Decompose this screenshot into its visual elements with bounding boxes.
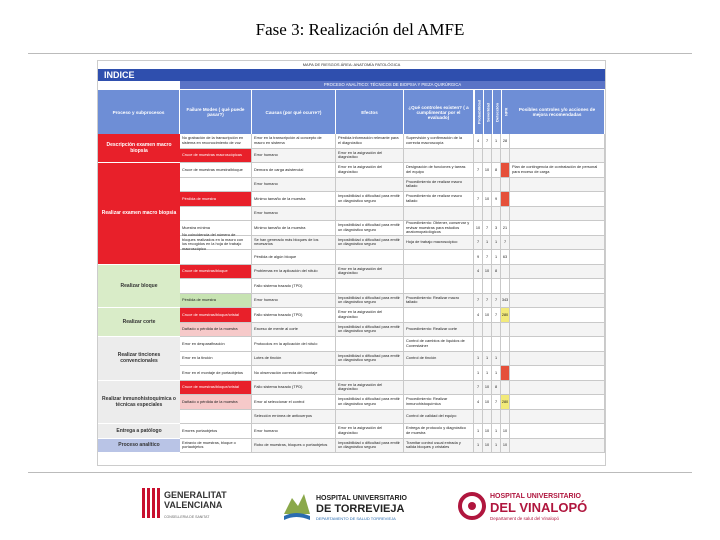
- table-cell-d: [492, 337, 501, 352]
- table-cell-s: 1: [483, 366, 492, 381]
- table-cell-rec: [510, 236, 605, 251]
- vinalopo-logo-line2: DEL VINALOPÓ: [490, 500, 588, 515]
- col-header-causes: Causas (por qué ocurre?): [252, 90, 336, 134]
- vinalopo-logo-line1: HOSPITAL UNIVERSITARIO: [490, 493, 582, 500]
- table-cell-rec: [510, 410, 605, 425]
- table-cell-rec: [510, 424, 605, 439]
- table-cell-failure: No grabación de la transcripción en sistema en reconocimiento de voz: [180, 134, 252, 149]
- table-cell-cause: Se han generado más bloques de los necesarios: [252, 236, 336, 251]
- table-cell-rec: [510, 294, 605, 309]
- process-block: Realizar inmunohistoquímica o técnicas especiales: [98, 381, 180, 425]
- table-cell-d: 1: [492, 134, 501, 149]
- table-cell-p: [474, 279, 483, 294]
- process-block: Realizar corte: [98, 308, 180, 337]
- table-cell-n: 63: [501, 250, 510, 265]
- col-header-probability: Probabilidad: [474, 90, 483, 134]
- sheet-title: MAPA DE RIESGOS ÁREA: ANATOMÍA PATOLÓGICA: [302, 62, 401, 67]
- table-cell-d: [492, 410, 501, 425]
- gva-logo-line1: GENERALITAT: [164, 490, 227, 500]
- torrevieja-logo-line1: HOSPITAL UNIVERSITARIO: [316, 495, 408, 502]
- hospital-torrevieja-logo: [282, 486, 432, 530]
- table-cell-d: 8: [492, 163, 501, 178]
- table-cell-effect: Error en la asignación del diagnóstico: [336, 308, 404, 323]
- table-cell-n: 343: [501, 294, 510, 309]
- table-cell-s: 7: [483, 134, 492, 149]
- table-cell-p: [474, 337, 483, 352]
- table-cell-cause: Demora de carga asistencial: [252, 163, 336, 178]
- table-cell-cause: Error humano: [252, 424, 336, 439]
- table-cell-n: [501, 163, 510, 178]
- table-cell-d: [492, 207, 501, 222]
- table-cell-failure: Dañado o pérdida de la muestra: [180, 323, 252, 338]
- gva-logo-line3: CONSELLERIA DE SANITAT: [164, 515, 210, 519]
- table-cell-effect: Imposibilidad o dificultad para emitir un diagnóstico seguro: [336, 395, 404, 410]
- table-cell-s: 10: [483, 395, 492, 410]
- table-cell-s: [483, 207, 492, 222]
- index-label: INDICE: [104, 70, 135, 80]
- table-cell-n: [501, 381, 510, 396]
- table-cell-cause: Problemas en la aplicación del rótulo: [252, 265, 336, 280]
- table-cell-cause: Mínimo tamaño de la muestra: [252, 221, 336, 236]
- table-cell-control: Control de cambios de líquidos de Coverstainer: [404, 337, 474, 352]
- table-cell-d: 3: [492, 221, 501, 236]
- table-cell-cause: Mínimo tamaño de la muestra: [252, 192, 336, 207]
- table-cell-s: 10: [483, 439, 492, 454]
- table-cell-control: [404, 279, 474, 294]
- table-cell-s: [483, 410, 492, 425]
- table-cell-cause: Error humano: [252, 149, 336, 164]
- col-header-controls: ¿Qué controles existen? ( a cumplimentar por el evaluado): [404, 90, 474, 134]
- table-cell-failure: Pérdida de muestra: [180, 294, 252, 309]
- table-cell-n: 10: [501, 439, 510, 454]
- table-cell-p: 10: [474, 221, 483, 236]
- table-cell-rec: [510, 149, 605, 164]
- table-cell-failure: Cruce de muestras/bloque/cristal: [180, 308, 252, 323]
- table-cell-p: 7: [474, 294, 483, 309]
- table-cell-n: 21: [501, 221, 510, 236]
- table-cell-effect: [336, 250, 404, 265]
- table-cell-effect: [336, 178, 404, 193]
- table-cell-s: [483, 337, 492, 352]
- table-cell-rec: [510, 279, 605, 294]
- table-cell-rec: [510, 192, 605, 207]
- table-cell-control: Control de calidad del equipo: [404, 410, 474, 425]
- table-cell-s: 7: [483, 250, 492, 265]
- table-cell-d: 8: [492, 381, 501, 396]
- table-cell-control: Procedimiento: Obtener, conservar y revisar muestras para estudios anatomopatológicos: [404, 221, 474, 236]
- table-cell-rec: [510, 308, 605, 323]
- table-cell-rec: [510, 221, 605, 236]
- table-cell-control: [404, 366, 474, 381]
- table-cell-effect: Imposibilidad o dificultad para emitir un diagnóstico seguro: [336, 221, 404, 236]
- table-cell-effect: Error en la asignación del diagnóstico: [336, 381, 404, 396]
- process-block: Descripción examen macro biopsia: [98, 134, 180, 163]
- table-cell-control: Procedimiento de realizar macro tallado: [404, 178, 474, 193]
- table-cell-d: 1: [492, 352, 501, 367]
- table-cell-cause: Fallo sistema trazado (TPD): [252, 381, 336, 396]
- table-cell-effect: Imposibilidad o dificultad para emitir un diagnóstico seguro: [336, 294, 404, 309]
- table-cell-failure: [180, 178, 252, 193]
- col-header-possible-controls: Posibles controles y/o acciones de mejora recomendadas: [510, 90, 605, 134]
- col-header-detection: Detección: [492, 90, 501, 134]
- table-cell-p: 7: [474, 163, 483, 178]
- table-cell-d: 1: [492, 250, 501, 265]
- table-cell-failure: Muestra mínima: [180, 221, 252, 236]
- table-cell-p: 9: [474, 250, 483, 265]
- table-cell-cause: No observación correcta del montaje: [252, 366, 336, 381]
- table-cell-p: 7: [474, 192, 483, 207]
- table-cell-p: 4: [474, 265, 483, 280]
- table-cell-cause: Pérdida de algún bloque: [252, 250, 336, 265]
- table-cell-effect: [336, 337, 404, 352]
- table-cell-effect: Imposibilidad o dificultad para emitir un diagnóstico seguro: [336, 323, 404, 338]
- col-header-effects: Efectos: [336, 90, 404, 134]
- table-cell-s: 10: [483, 424, 492, 439]
- table-cell-cause: Error humano: [252, 178, 336, 193]
- torrevieja-logo-line3: DEPARTAMENTO DE SALUD TORREVIEJA: [316, 516, 396, 521]
- table-cell-rec: [510, 366, 605, 381]
- table-cell-control: Designación de funciones y tareas del equipo: [404, 163, 474, 178]
- table-cell-d: 1: [492, 424, 501, 439]
- table-cell-s: [483, 178, 492, 193]
- table-cell-s: 1: [483, 352, 492, 367]
- table-cell-rec: [510, 207, 605, 222]
- table-cell-control: Supervisión y confirmación de la correcta macroscopía: [404, 134, 474, 149]
- table-cell-p: [474, 207, 483, 222]
- table-cell-s: 10: [483, 265, 492, 280]
- table-cell-effect: Error en la asignación del diagnóstico: [336, 149, 404, 164]
- table-cell-s: 10: [483, 308, 492, 323]
- table-cell-failure: [180, 250, 252, 265]
- table-cell-d: [492, 323, 501, 338]
- table-cell-effect: [336, 410, 404, 425]
- table-cell-rec: [510, 250, 605, 265]
- table-cell-n: 28: [501, 134, 510, 149]
- process-block: Realizar bloque: [98, 265, 180, 309]
- table-cell-failure: Error en la tinción: [180, 352, 252, 367]
- table-cell-p: 4: [474, 134, 483, 149]
- table-cell-d: 1: [492, 366, 501, 381]
- torrevieja-logo-line2: DE TORREVIEJA: [316, 503, 405, 515]
- table-cell-p: [474, 410, 483, 425]
- table-cell-failure: Errores portaobjetos: [180, 424, 252, 439]
- gva-logo-line2: VALENCIANA: [164, 500, 223, 510]
- col-header-severity: Severidad: [483, 90, 492, 134]
- table-cell-cause: Error humano: [252, 207, 336, 222]
- table-cell-p: [474, 178, 483, 193]
- table-cell-n: [501, 192, 510, 207]
- process-block: Realizar tinciones convencionales: [98, 337, 180, 381]
- table-cell-p: 1: [474, 439, 483, 454]
- table-cell-s: [483, 279, 492, 294]
- table-cell-rec: [510, 381, 605, 396]
- table-cell-control: [404, 207, 474, 222]
- table-cell-effect: Imposibilidad o dificultad para emitir un diagnóstico seguro: [336, 439, 404, 454]
- process-block: Realizar examen macro biopsia: [98, 163, 180, 265]
- table-cell-p: 1: [474, 352, 483, 367]
- table-cell-control: Procedimiento: Realizar inmunohistoquímica: [404, 395, 474, 410]
- table-cell-effect: Imposibilidad o dificultad para emitir un diagnóstico seguro: [336, 352, 404, 367]
- table-cell-control: Control de tinción: [404, 352, 474, 367]
- table-cell-control: Procedimiento de realizar macro tallado: [404, 192, 474, 207]
- table-cell-n: [501, 366, 510, 381]
- table-cell-cause: Exceso de mente al corte: [252, 323, 336, 338]
- table-cell-n: [501, 352, 510, 367]
- table-cell-failure: Cruce de muestras muestra/bloque: [180, 163, 252, 178]
- table-cell-n: [501, 337, 510, 352]
- table-cell-effect: Error en la asignación del diagnóstico: [336, 163, 404, 178]
- table-cell-p: 7: [474, 236, 483, 251]
- slide-title: Fase 3: Realización del AMFE: [255, 20, 465, 39]
- bottom-divider: [28, 472, 692, 473]
- table-cell-rec: [510, 265, 605, 280]
- table-cell-effect: [336, 207, 404, 222]
- table-cell-rec: [510, 395, 605, 410]
- hospital-vinalopo-logo: [458, 486, 598, 530]
- table-cell-effect: Imposibilidad o dificultad para emitir un diagnóstico seguro: [336, 236, 404, 251]
- table-cell-effect: [336, 366, 404, 381]
- table-cell-n: 280: [501, 395, 510, 410]
- table-cell-p: [474, 323, 483, 338]
- table-cell-s: 10: [483, 192, 492, 207]
- table-cell-effect: [336, 279, 404, 294]
- table-cell-control: [404, 149, 474, 164]
- table-cell-s: 10: [483, 163, 492, 178]
- table-cell-cause: Fallo sistema trazado (TPD): [252, 279, 336, 294]
- table-cell-d: [492, 149, 501, 164]
- process-block: Entrega a patólogo: [98, 424, 180, 439]
- table-cell-n: [501, 149, 510, 164]
- table-cell-p: 4: [474, 308, 483, 323]
- table-cell-failure: Error en el montaje de portaobjetos: [180, 366, 252, 381]
- table-cell-cause: Lotes de tinción: [252, 352, 336, 367]
- table-cell-n: [501, 279, 510, 294]
- table-cell-cause: Error en la transcripción al concepto de macro en sistema: [252, 134, 336, 149]
- table-cell-failure: No coincidencia del número de bloques realizados en la macro con los recogidos en la hoja de trabajo macroscópico: [180, 236, 252, 251]
- table-cell-rec: [510, 352, 605, 367]
- table-cell-d: 7: [492, 308, 501, 323]
- table-cell-control: Tramitar control usual entrada y salida bloques y cristales: [404, 439, 474, 454]
- index-bar: [98, 69, 605, 81]
- process-block: Proceso analítico: [98, 439, 180, 454]
- table-cell-cause: Error humano: [252, 294, 336, 309]
- table-cell-failure: Dañado o pérdida de la muestra: [180, 395, 252, 410]
- top-divider: [28, 53, 692, 54]
- table-cell-n: 280: [501, 308, 510, 323]
- table-cell-s: 10: [483, 381, 492, 396]
- generalitat-valenciana-logo: [140, 486, 227, 530]
- table-cell-failure: [180, 410, 252, 425]
- table-cell-rec: [510, 337, 605, 352]
- table-cell-control: [404, 381, 474, 396]
- table-cell-d: 1: [492, 236, 501, 251]
- table-cell-cause: Fallo sistema trazado (TPD): [252, 308, 336, 323]
- col-header-npr: NPR: [501, 90, 510, 134]
- table-cell-failure: Error en desparafinación: [180, 337, 252, 352]
- table-cell-p: 7: [474, 381, 483, 396]
- table-cell-n: [501, 265, 510, 280]
- table-cell-control: [404, 250, 474, 265]
- col-header-process: Proceso y subprocesos: [98, 90, 180, 134]
- table-cell-d: 8: [492, 265, 501, 280]
- table-cell-d: [492, 279, 501, 294]
- table-cell-s: 1: [483, 236, 492, 251]
- table-cell-n: 7: [501, 236, 510, 251]
- table-cell-control: Hoja de trabajo macroscópico: [404, 236, 474, 251]
- table-cell-s: [483, 149, 492, 164]
- table-cell-d: 7: [492, 395, 501, 410]
- table-cell-control: Entrega de protocolo y diagnóstico de muestra: [404, 424, 474, 439]
- table-cell-p: 1: [474, 424, 483, 439]
- table-cell-cause: Error al seleccionar el control: [252, 395, 336, 410]
- table-cell-failure: Cruce de muestras macroscópicas: [180, 149, 252, 164]
- table-cell-effect: Pérdida información relevante para el diagnóstico: [336, 134, 404, 149]
- table-cell-d: 7: [492, 294, 501, 309]
- table-cell-effect: Imposibilidad o dificultad para emitir un diagnóstico seguro: [336, 192, 404, 207]
- amfe-table: [98, 90, 605, 466]
- col-header-failure: Failure Modes ( qué puede pasar?): [180, 90, 252, 134]
- table-cell-control: [404, 308, 474, 323]
- table-cell-rec: [510, 178, 605, 193]
- table-cell-control: Procedimiento: Realizar macro tallado: [404, 294, 474, 309]
- table-cell-s: 7: [483, 221, 492, 236]
- vinalopo-logo-line3: Departament de salut del Vinalopó: [490, 516, 559, 521]
- table-cell-s: 7: [483, 294, 492, 309]
- table-cell-cause: Robo de muestras, bloques o portaobjetos: [252, 439, 336, 454]
- table-cell-s: [483, 323, 492, 338]
- process-subheader: PROCESO ANALÍTICO: TÉCNICOS DE BIOPSIA Y PIEZA QUIRÚRGICA: [180, 81, 605, 89]
- table-cell-n: [501, 207, 510, 222]
- table-cell-n: [501, 410, 510, 425]
- table-cell-effect: Error en la asignación del diagnóstico: [336, 265, 404, 280]
- table-cell-n: [501, 323, 510, 338]
- table-cell-p: [474, 149, 483, 164]
- table-cell-failure: Pérdida de muestra: [180, 192, 252, 207]
- table-cell-control: [404, 265, 474, 280]
- table-cell-d: 9: [492, 192, 501, 207]
- table-cell-p: 1: [474, 366, 483, 381]
- table-cell-effect: Error en la asignación del diagnóstico: [336, 424, 404, 439]
- table-cell-p: 4: [474, 395, 483, 410]
- table-cell-d: [492, 178, 501, 193]
- table-cell-rec: [510, 134, 605, 149]
- table-cell-failure: [180, 279, 252, 294]
- table-cell-n: [501, 178, 510, 193]
- table-cell-control: Procedimiento: Realizar corte: [404, 323, 474, 338]
- table-cell-n: 10: [501, 424, 510, 439]
- table-cell-failure: Cruce de muestras/bloque/cristal: [180, 381, 252, 396]
- table-cell-rec: [510, 323, 605, 338]
- amfe-risk-map-sheet: [97, 60, 606, 466]
- table-cell-d: 1: [492, 439, 501, 454]
- table-cell-failure: [180, 207, 252, 222]
- table-cell-failure: Cruce de muestras/bloque: [180, 265, 252, 280]
- table-cell-rec: Plan de contingencia de contratación de personal para exceso de carga: [510, 163, 605, 178]
- table-cell-rec: [510, 439, 605, 454]
- table-cell-failure: Extravío de muestras, bloque o portaobjetos: [180, 439, 252, 454]
- table-cell-cause: Selección errónea de anticuerpos: [252, 410, 336, 425]
- table-cell-cause: Protocolos en la aplicación del rótulo: [252, 337, 336, 352]
